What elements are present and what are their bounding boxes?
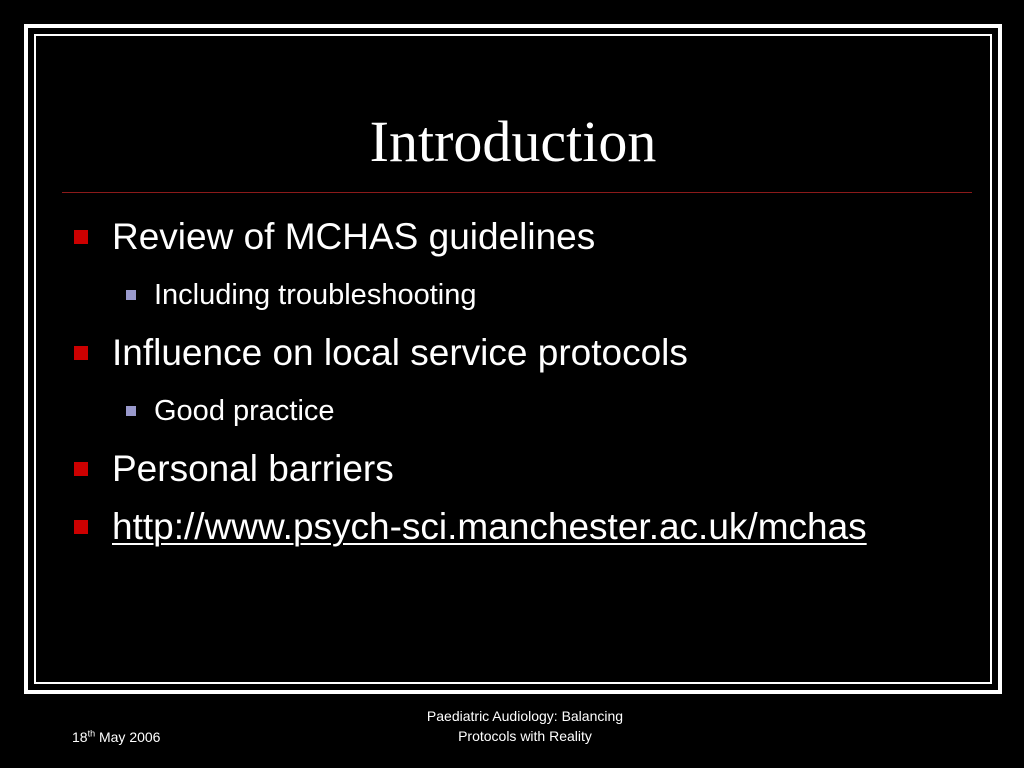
bullet-text: Personal barriers [112,448,394,489]
footer-title-line1: Paediatric Audiology: Balancing [426,708,624,724]
footer-presentation-title [380,706,670,746]
bullet-list [72,208,972,556]
bullet-item-personal-barriers [72,440,972,498]
sub-bullet-text: Good practice [154,394,335,427]
slide-title: Introduction [369,109,657,174]
footer-title-line2: Protocols with Reality [458,728,592,744]
square-bullet-icon [74,230,88,244]
square-bullet-icon [74,346,88,360]
square-bullet-icon [74,520,88,534]
bullet-text: Influence on local service protocols [112,332,688,373]
bullet-item-link [72,498,972,556]
footer-date [72,728,160,746]
square-bullet-icon [74,462,88,476]
mchas-link[interactable]: http://www.psych-sci.manchester.ac.uk/mchas [112,506,867,547]
title-divider [62,192,972,193]
bullet-item-review [72,208,972,266]
footer-date-day: 18 [72,729,88,745]
bullet-text: Review of MCHAS guidelines [112,216,596,257]
sub-bullet-text: Including troubleshooting [154,278,477,311]
footer-date-rest: May 2006 [95,729,161,745]
bullet-item-influence [72,324,972,382]
square-sub-bullet-icon [126,406,136,416]
footer-date-suffix: th [87,728,96,739]
sub-bullet-item-good-practice [72,382,972,440]
sub-bullet-item-troubleshooting [72,266,972,324]
square-sub-bullet-icon [126,290,136,300]
